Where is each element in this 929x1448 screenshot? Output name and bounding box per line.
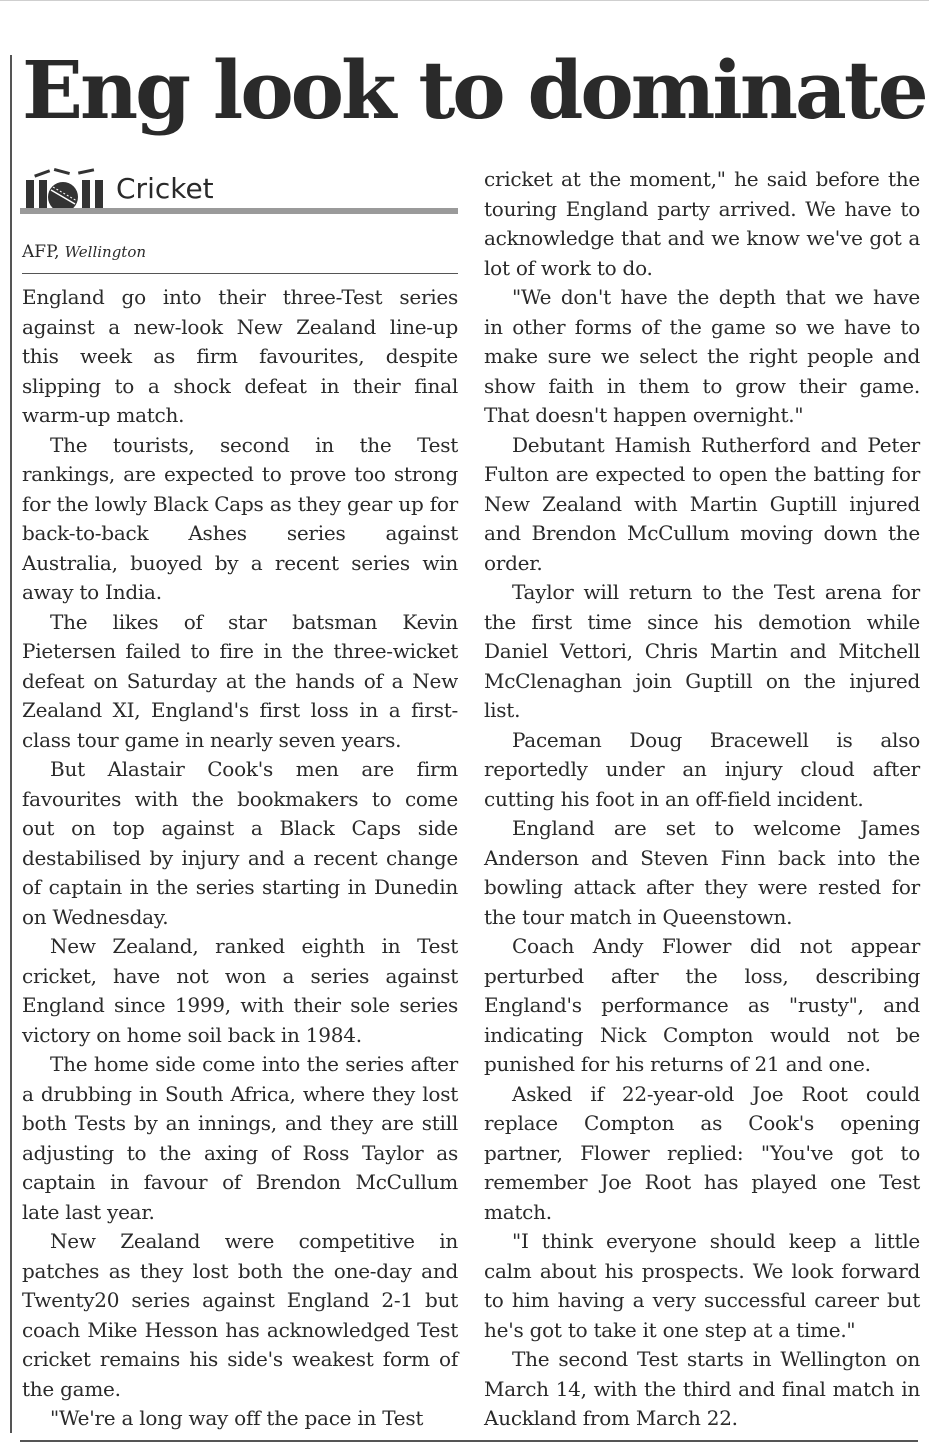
byline-place: Wellington — [64, 243, 147, 261]
article-paragraph: Paceman Doug Bracewell is also reportedly under an injury cloud after cutting his foot in an off-field incident. — [484, 727, 920, 811]
headline: Eng look to dominate — [22, 43, 926, 137]
article-paragraph: New Zealand, ranked eighth in Test cricket, have not won a series against England since 1999, with their sole series victory on home soil back in 1984. — [22, 934, 458, 1047]
article-paragraph: The likes of star batsman Kevin Pietersen failed to fire in the three-wicket defeat on Saturday at the hands of a New Zealand XI, England's first loss in a first-class tour game in nearly seven years. — [22, 609, 458, 752]
section-header — [20, 160, 458, 216]
page-left-border — [10, 55, 12, 1433]
article-paragraph: Coach Andy Flower did not appear perturbed after the loss, describing England's performance as "rusty", and indicating Nick Compton would not be punished for his returns of 21 and one. — [484, 934, 920, 1076]
section-label: Cricket — [116, 172, 214, 205]
article-paragraph: "We're a long way off the pace in Test — [50, 1406, 424, 1430]
article-column-right — [484, 165, 920, 1434]
article-paragraph: cricket at the moment," he said before the touring England party arrived. We have to acknowledge that and we know we've got a lot of work to do. — [484, 167, 920, 280]
article-paragraph: England are set to welcome James Anderson and Steven Finn back into the bowling attack after they were rested for the tour match in Queenstown. — [484, 816, 920, 929]
article-paragraph: Asked if 22-year-old Joe Root could replace Compton as Cook's opening partner, Flower replied: "You've got to remember Joe Root has played one Test match. — [484, 1081, 920, 1224]
article-paragraph: "We don't have the depth that we have in other forms of the game so we have to make sure we select the right people and show faith in them to grow their game. That doesn't happen overnight." — [484, 285, 920, 427]
byline-agency: AFP, — [22, 242, 60, 262]
article-paragraph: Debutant Hamish Rutherford and Peter Fulton are expected to open the batting for New Zealand with Martin Guptill injured and Brendon McCullum moving down the order. — [484, 432, 920, 575]
byline-rule — [22, 273, 458, 274]
cricket-stumps-ball-icon — [20, 164, 112, 214]
page-bottom-border — [20, 1440, 918, 1442]
article-paragraph: England go into their three-Test series against a new-look New Zealand line-up this week as firm favourites, despite slipping to a shock defeat in their final warm-up match. — [22, 285, 458, 427]
article-paragraph: Taylor will return to the Test arena for the first time since his demotion while Daniel Vettori, Chris Martin and Mitchell McClenaghan join Guptill on the injured list. — [484, 580, 920, 722]
article-paragraph: But Alastair Cook's men are firm favourites with the bookmakers to come out on top against a Black Caps side destabilised by injury and a recent change of captain in the series starting in Dunedin on Wednesday. — [22, 757, 458, 929]
article-column-left — [22, 283, 458, 1434]
section-rule — [20, 208, 458, 214]
article-paragraph: The second Test starts in Wellington on March 14, with the third and final match in Auckland from March 22. — [484, 1347, 920, 1430]
byline — [22, 240, 458, 264]
page-top-border — [0, 0, 929, 1]
article-paragraph: The home side come into the series after a drubbing in South Africa, where they lost both Tests by an innings, and they are still adjusting to the axing of Ross Taylor as captain in favour of Brendon McCullum late last year. — [22, 1052, 458, 1224]
article-paragraph: "I think everyone should keep a little calm about his prospects. We look forward to him having a very successful career but he's got to take it one step at a time." — [484, 1229, 920, 1342]
article-paragraph: The tourists, second in the Test rankings, are expected to prove too strong for the lowly Black Caps as they gear up for back-to-back Ashes series against Australia, buoyed by a recent series win away to India. — [22, 432, 458, 604]
article-paragraph: New Zealand were competitive in patches as they lost both the one-day and Twenty20 series against England 2-1 but coach Mike Hesson has acknowledged Test cricket remains his side's weakest form of the game. — [22, 1229, 458, 1401]
